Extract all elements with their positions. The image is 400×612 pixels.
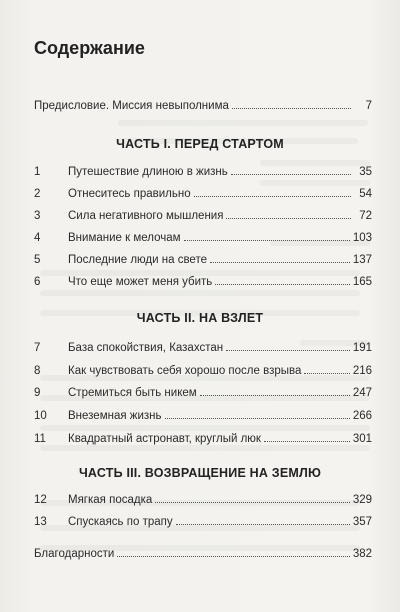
entry-title: Как чувствовать себя хорошо после взрыва [68, 365, 302, 377]
dot-leader [155, 502, 350, 503]
part-heading-1: ЧАСТЬ I. ПЕРЕД СТАРТОМ [116, 137, 284, 151]
entry-page: 54 [359, 188, 372, 200]
entry-title: Предисловие. Миссия невыполнима [34, 100, 229, 112]
entry-title: Благодарности [34, 548, 115, 560]
chapter-number: 7 [34, 342, 41, 354]
part-heading-3: ЧАСТЬ III. ВОЗВРАЩЕНИЕ НА ЗЕМЛЮ [78, 466, 322, 480]
entry-page: 137 [352, 254, 372, 266]
entry-title: Что еще может меня убить [68, 276, 213, 288]
toc-entry-chapter-13[interactable] [34, 510, 372, 528]
dot-leader [226, 218, 351, 219]
toc-entry-chapter-6[interactable] [34, 270, 372, 288]
chapter-number: 11 [34, 433, 46, 445]
toc-entry-chapter-9[interactable] [34, 381, 372, 399]
entry-title: Квадратный астронавт, круглый люк [68, 433, 261, 445]
entry-page: 165 [352, 276, 372, 288]
entry-page: 191 [352, 342, 372, 354]
dot-leader [210, 262, 350, 263]
toc-entry-acknowledgements[interactable] [34, 542, 372, 560]
dot-leader [264, 441, 350, 442]
entry-title: Внимание к мелочам [68, 232, 181, 244]
page-title: Содержание [34, 38, 145, 58]
toc-entry-chapter-10[interactable] [34, 404, 372, 422]
toc-entry-preface[interactable] [34, 94, 372, 112]
entry-page: 7 [365, 100, 372, 112]
dot-leader [200, 395, 350, 396]
chapter-number: 13 [34, 516, 47, 528]
dot-leader [226, 350, 350, 351]
chapter-number: 2 [34, 188, 41, 200]
entry-title: База спокойствия, Казахстан [68, 342, 224, 354]
entry-page: 382 [352, 548, 372, 560]
entry-title: Мягкая посадка [68, 494, 153, 506]
entry-page: 247 [352, 387, 372, 399]
toc-entry-chapter-5[interactable] [34, 248, 372, 266]
toc-entry-chapter-12[interactable] [34, 488, 372, 506]
entry-page: 266 [352, 410, 372, 422]
entry-page: 35 [359, 166, 372, 178]
toc-entry-chapter-1[interactable] [34, 160, 372, 178]
toc-entry-chapter-8[interactable] [34, 359, 372, 377]
chapter-number: 8 [34, 365, 41, 377]
chapter-number: 6 [34, 276, 41, 288]
entry-title: Сила негативного мышления [68, 210, 224, 222]
dot-leader [231, 174, 351, 175]
chapter-number: 10 [34, 410, 47, 422]
entry-page: 72 [359, 210, 372, 222]
entry-page: 216 [352, 365, 372, 377]
dot-leader [215, 284, 350, 285]
entry-title: Стремиться быть никем [68, 387, 197, 399]
entry-title: Последние люди на свете [68, 254, 207, 266]
chapter-number: 3 [34, 210, 41, 222]
entry-page: 301 [352, 433, 372, 445]
entry-title: Отнеситесь правильно [68, 188, 191, 200]
chapter-number: 9 [34, 387, 41, 399]
chapter-number: 4 [34, 232, 41, 244]
entry-title: Путешествие длиною в жизнь [68, 166, 228, 178]
toc-entry-chapter-3[interactable] [34, 204, 372, 222]
toc-entry-chapter-11[interactable] [34, 427, 372, 445]
dot-leader [194, 196, 351, 197]
chapter-number: 1 [34, 166, 41, 178]
entry-title: Спускаясь по трапу [68, 516, 173, 528]
dot-leader [117, 556, 350, 557]
dot-leader [176, 524, 350, 525]
dot-leader [232, 108, 351, 109]
toc-entry-chapter-7[interactable] [34, 336, 372, 354]
toc-entry-chapter-4[interactable] [34, 226, 372, 244]
dot-leader [304, 373, 349, 374]
entry-page: 329 [352, 494, 372, 506]
chapter-number: 12 [34, 494, 47, 506]
toc-entry-chapter-2[interactable] [34, 182, 372, 200]
part-heading-2: ЧАСТЬ II. НА ВЗЛЕТ [136, 311, 264, 325]
dot-leader [184, 240, 350, 241]
entry-page: 103 [352, 232, 372, 244]
entry-page: 357 [352, 516, 372, 528]
chapter-number: 5 [34, 254, 41, 266]
entry-title: Внеземная жизнь [68, 410, 162, 422]
dot-leader [165, 418, 350, 419]
